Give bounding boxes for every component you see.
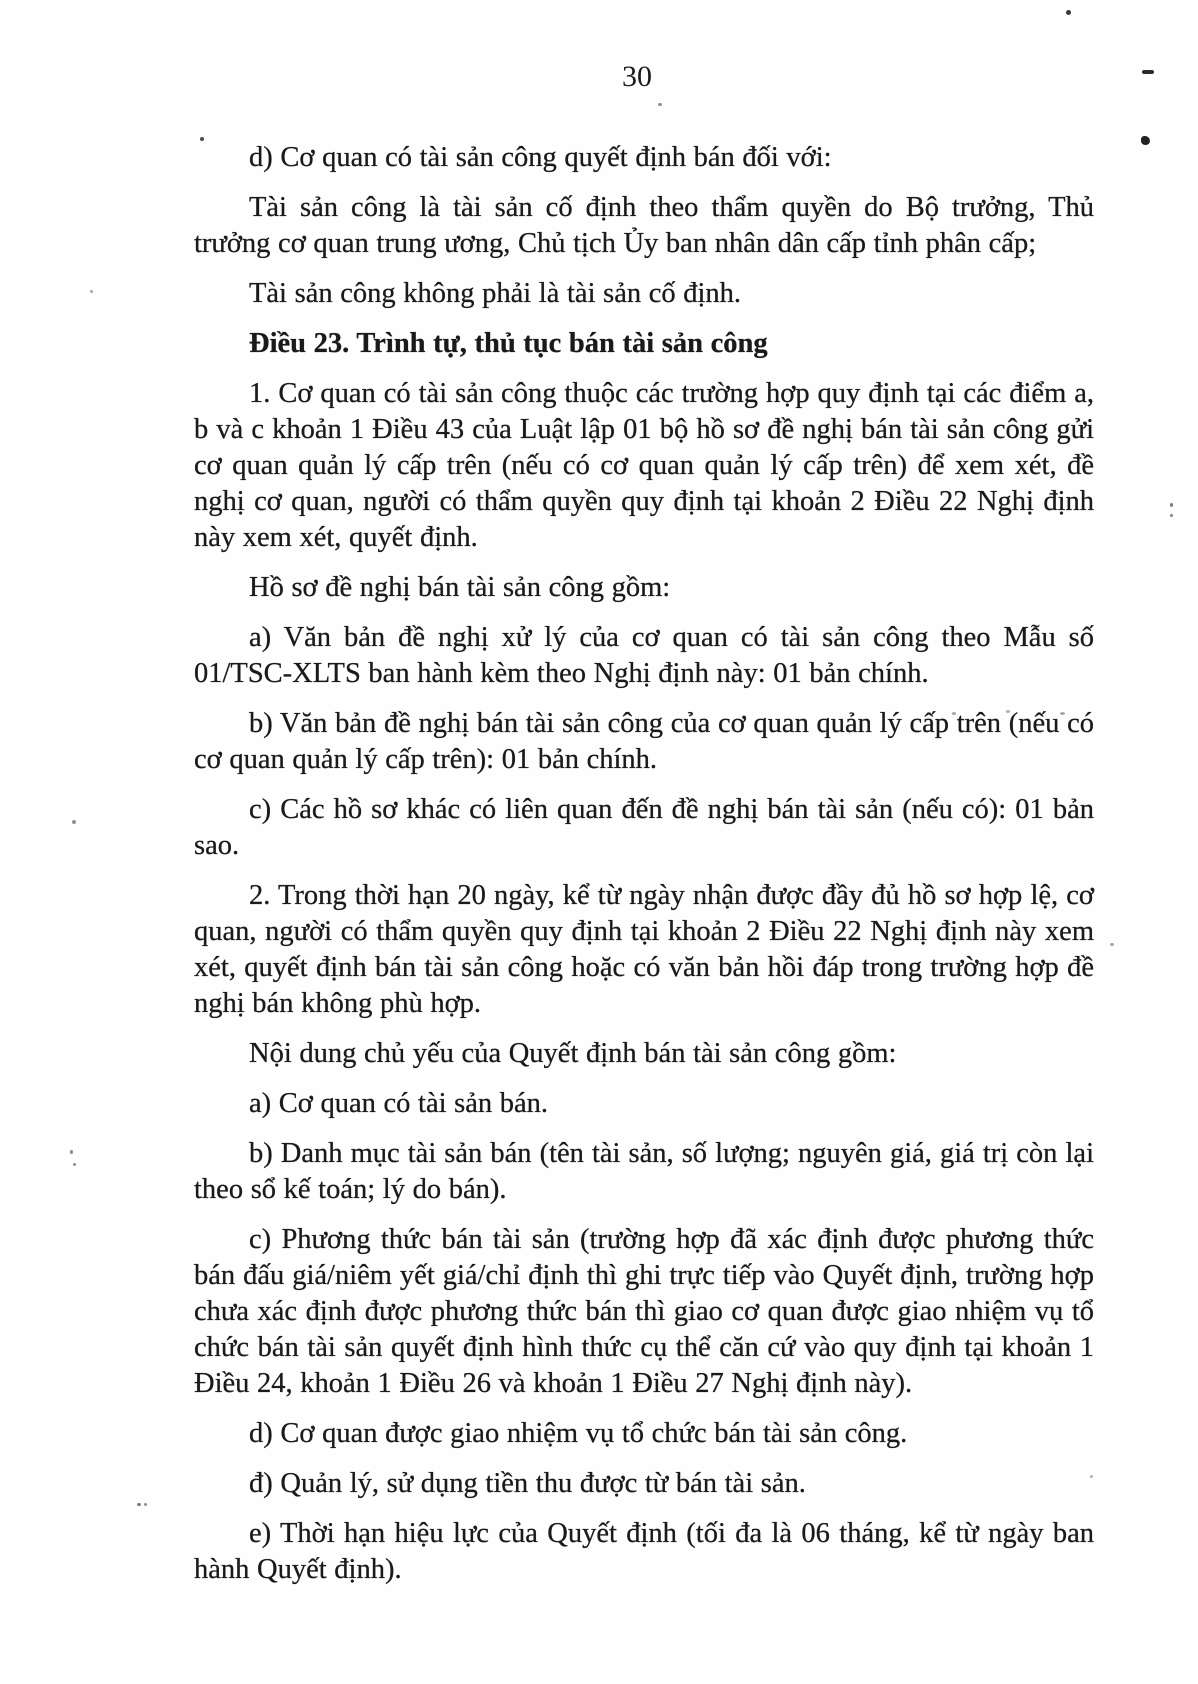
- scan-speck: [72, 820, 76, 824]
- scan-speck: [1142, 70, 1154, 74]
- scan-speck: [90, 290, 93, 293]
- scan-speck: [1170, 514, 1173, 517]
- scan-speck: [952, 712, 956, 715]
- paragraph: Tài sản công không phải là tài sản cố định.: [249, 278, 742, 309]
- paragraph: c) Các hồ sơ khác có liên quan đến đề nghị bán tài sản (nếu có): 01 bản sao.: [194, 794, 1094, 861]
- scan-speck: [144, 1503, 147, 1506]
- paragraph: 2. Trong thời hạn 20 ngày, kể từ ngày nhận được đầy đủ hồ sơ hợp lệ, cơ quan, người có thẩm quyền quy định tại khoản 2 Điều 22 Nghị định này xem xét, quyết định bán tài sản công hoặc có văn bản hồi đáp trong trường hợp đề nghị bán không phù hợp.: [194, 880, 1094, 1019]
- paragraph: 1. Cơ quan có tài sản công thuộc các trường hợp quy định tại các điểm a, b và c khoản 1 Điều 43 của Luật lập 01 bộ hồ sơ đề nghị bán tài sản công gửi cơ quan quản lý cấp trên (nếu có cơ quan quản lý cấp trên) để xem xét, đề nghị cơ quan, người có thẩm quyền quy định tại khoản 2 Điều 22 Nghị định này xem xét, quyết định.: [194, 378, 1094, 553]
- scan-speck: [1170, 503, 1173, 507]
- paragraph: b) Danh mục tài sản bán (tên tài sản, số lượng; nguyên giá, giá trị còn lại theo sổ kế toán; lý do bán).: [194, 1138, 1094, 1205]
- article-heading: Điều 23. Trình tự, thủ tục bán tài sản công: [249, 328, 768, 359]
- scan-speck: [1060, 712, 1065, 715]
- paragraph: Nội dung chủ yếu của Quyết định bán tài sản công gồm:: [249, 1038, 897, 1069]
- paragraph: d) Cơ quan được giao nhiệm vụ tổ chức bán tài sản công.: [249, 1418, 908, 1449]
- scan-speck: [137, 1503, 141, 1506]
- scan-speck: [73, 1163, 76, 1166]
- paragraph: a) Văn bản đề nghị xử lý của cơ quan có tài sản công theo Mẫu số 01/TSC-XLTS ban hành kèm theo Nghị định này: 01 bản chính.: [194, 622, 1094, 689]
- scan-speck: [1110, 943, 1114, 946]
- scan-speck: [70, 1150, 73, 1154]
- paragraph: d) Cơ quan có tài sản công quyết định bán đối với:: [249, 142, 832, 173]
- scan-speck: [1066, 10, 1071, 15]
- paragraph: a) Cơ quan có tài sản bán.: [249, 1088, 549, 1119]
- scan-speck: [200, 137, 204, 141]
- paragraph: đ) Quản lý, sử dụng tiền thu được từ bán tài sản.: [249, 1468, 806, 1499]
- page-number: 30: [622, 60, 652, 93]
- paragraph: e) Thời hạn hiệu lực của Quyết định (tối đa là 06 tháng, kể từ ngày ban hành Quyết định).: [194, 1518, 1094, 1585]
- scan-speck: [1141, 136, 1150, 145]
- scan-speck: [1090, 1475, 1093, 1478]
- paragraph: c) Phương thức bán tài sản (trường hợp đã xác định được phương thức bán đấu giá/niêm yết giá/chỉ định thì ghi trực tiếp vào Quyết định, trường hợp chưa xác định được phương thức bán thì giao cơ quan được giao nhiệm vụ tổ chức bán tài sản quyết định hình thức cụ thể căn cứ vào quy định tại khoản 1 Điều 24, khoản 1 Điều 26 và khoản 1 Điều 27 Nghị định này).: [194, 1224, 1094, 1399]
- paragraph: Tài sản công là tài sản cố định theo thẩm quyền do Bộ trưởng, Thủ trưởng cơ quan trung ương, Chủ tịch Ủy ban nhân dân cấp tỉnh phân cấp;: [194, 192, 1094, 259]
- document-body: [194, 140, 1094, 1588]
- scan-speck: [658, 103, 662, 106]
- paragraph: b) Văn bản đề nghị bán tài sản công của cơ quan quản lý cấp trên (nếu có cơ quan quản lý cấp trên): 01 bản chính.: [194, 708, 1094, 775]
- paragraph: Hồ sơ đề nghị bán tài sản công gồm:: [249, 572, 671, 603]
- scan-speck: [1006, 710, 1010, 713]
